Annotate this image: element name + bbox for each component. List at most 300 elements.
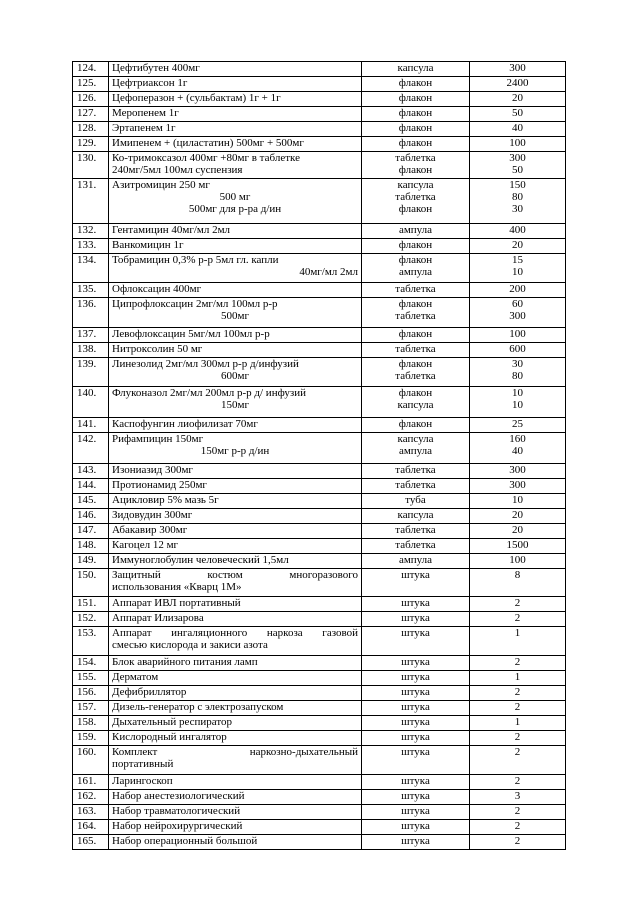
item-name-line: 150мг р-р д/ин [200, 445, 270, 457]
table-row [73, 479, 566, 494]
quantity-value: 100 [509, 554, 526, 566]
row-number: 152. [73, 612, 109, 627]
quantity-cell [470, 77, 566, 92]
item-name-cell [109, 686, 362, 701]
item-name-cell [109, 179, 362, 224]
unit-form: штука [401, 656, 430, 668]
row-number: 151. [73, 597, 109, 612]
item-name-cell [109, 77, 362, 92]
quantity-value: 1500 [506, 539, 529, 551]
table-row [73, 239, 566, 254]
quantity-cell [470, 92, 566, 107]
table-row [73, 805, 566, 820]
unit-form: штука [401, 775, 430, 787]
item-name-line: Тобрамицин 0,3% р-р 5мл гл. капли [112, 254, 279, 266]
unit-form: капсула [397, 62, 434, 74]
unit-form: штука [401, 731, 430, 743]
item-name-cell [109, 627, 362, 656]
quantity-cell [470, 387, 566, 418]
quantity-value: 15 [512, 254, 523, 266]
unit-form: ампула [398, 445, 433, 457]
quantity-cell [470, 254, 566, 283]
quantity-value: 2 [514, 835, 521, 847]
unit-form: штука [401, 701, 430, 713]
row-number: 164. [73, 820, 109, 835]
quantity-cell [470, 701, 566, 716]
quantity-cell [470, 539, 566, 554]
quantity-cell [470, 433, 566, 464]
quantity-cell [470, 805, 566, 820]
unit-form: штука [401, 716, 430, 728]
unit-form: таблетка [395, 539, 436, 551]
quantity-value: 2 [514, 656, 521, 668]
quantity-cell [470, 328, 566, 343]
unit-form: флакон [398, 122, 433, 134]
quantity-value: 20 [512, 509, 523, 521]
row-number: 158. [73, 716, 109, 731]
quantity-cell [470, 137, 566, 152]
item-name-line: Аппарат Илизарова [112, 612, 204, 624]
quantity-value: 2 [514, 731, 521, 743]
row-number: 135. [73, 283, 109, 298]
item-name-line: Зидовудин 300мг [112, 509, 193, 521]
unit-form: флакон [398, 107, 433, 119]
item-name-cell [109, 524, 362, 539]
quantity-cell [470, 298, 566, 328]
table-row [73, 283, 566, 298]
item-name-cell [109, 554, 362, 569]
quantity-value: 80 [512, 370, 523, 382]
row-number: 139. [73, 358, 109, 387]
unit-form: капсула [397, 509, 434, 521]
table-row [73, 152, 566, 179]
form-cell [362, 152, 470, 179]
table-row [73, 179, 566, 224]
item-name-line: Блок аварийного питания ламп [112, 656, 258, 668]
table-row [73, 835, 566, 850]
item-name-cell [109, 746, 362, 775]
table-row [73, 509, 566, 524]
item-name-line: Набор анестезиологический [112, 790, 245, 802]
quantity-cell [470, 835, 566, 850]
unit-form: флакон [398, 164, 433, 176]
unit-form: флакон [398, 387, 433, 399]
quantity-cell [470, 152, 566, 179]
table-row [73, 627, 566, 656]
quantity-cell [470, 554, 566, 569]
item-name-cell [109, 464, 362, 479]
quantity-cell [470, 569, 566, 597]
quantity-value: 2 [514, 746, 521, 758]
quantity-cell [470, 612, 566, 627]
quantity-cell [470, 820, 566, 835]
row-number: 148. [73, 539, 109, 554]
table-row [73, 464, 566, 479]
table-row [73, 790, 566, 805]
row-number: 132. [73, 224, 109, 239]
table-row [73, 612, 566, 627]
item-name-line: Цефоперазон + (сульбактам) 1г + 1г [112, 92, 281, 104]
quantity-value: 400 [509, 224, 526, 236]
quantity-value: 3 [514, 790, 521, 802]
quantity-cell [470, 746, 566, 775]
quantity-value: 200 [509, 283, 526, 295]
item-name-cell [109, 494, 362, 509]
item-name-cell [109, 612, 362, 627]
item-name-cell [109, 790, 362, 805]
item-name-cell [109, 358, 362, 387]
unit-form: флакон [398, 137, 433, 149]
row-number: 160. [73, 746, 109, 775]
unit-form: штука [401, 627, 430, 639]
quantity-cell [470, 479, 566, 494]
quantity-value: 30 [512, 203, 523, 215]
item-name-line: 40мг/мл 2мл [299, 266, 358, 278]
item-name-cell [109, 387, 362, 418]
table-row [73, 387, 566, 418]
unit-form: штука [401, 597, 430, 609]
row-number: 159. [73, 731, 109, 746]
quantity-value: 1 [514, 627, 521, 639]
quantity-value: 80 [512, 191, 523, 203]
form-cell [362, 835, 470, 850]
form-cell [362, 239, 470, 254]
unit-form: туба [405, 494, 426, 506]
form-cell [362, 107, 470, 122]
item-name-cell [109, 597, 362, 612]
form-cell [362, 283, 470, 298]
table-row [73, 77, 566, 92]
row-number: 149. [73, 554, 109, 569]
table-row [73, 92, 566, 107]
table-row [73, 358, 566, 387]
item-name-cell [109, 107, 362, 122]
item-name-line: Нитроксолин 50 мг [112, 343, 203, 355]
item-name-line: Дизель-генератор с электрозапуском [112, 701, 284, 713]
item-name-line: Каспофунгин лиофилизат 70мг [112, 418, 258, 430]
item-name-cell [109, 509, 362, 524]
row-number: 144. [73, 479, 109, 494]
item-name-line: Эртапенем 1г [112, 122, 176, 134]
unit-form: капсула [397, 433, 434, 445]
table-row [73, 328, 566, 343]
row-number: 143. [73, 464, 109, 479]
quantity-value: 8 [514, 569, 521, 581]
form-cell [362, 92, 470, 107]
item-name-line: Набор травматологический [112, 805, 241, 817]
quantity-value: 160 [509, 433, 526, 445]
table-row [73, 494, 566, 509]
row-number: 146. [73, 509, 109, 524]
item-name-line: 240мг/5мл 100мл суспензия [112, 164, 243, 176]
quantity-cell [470, 509, 566, 524]
item-name-cell [109, 671, 362, 686]
table-row [73, 524, 566, 539]
quantity-value: 2 [514, 612, 521, 624]
unit-form: таблетка [395, 310, 436, 322]
row-number: 156. [73, 686, 109, 701]
item-name-cell [109, 283, 362, 298]
row-number: 162. [73, 790, 109, 805]
table-row [73, 569, 566, 597]
form-cell [362, 554, 470, 569]
item-name-cell [109, 418, 362, 433]
quantity-value: 2400 [506, 77, 529, 89]
row-number: 129. [73, 137, 109, 152]
quantity-cell [470, 62, 566, 77]
table-row [73, 298, 566, 328]
quantity-cell [470, 107, 566, 122]
item-name-line: Меропенем 1г [112, 107, 179, 119]
unit-form: флакон [398, 254, 433, 266]
unit-form: флакон [398, 418, 433, 430]
form-cell [362, 701, 470, 716]
form-cell [362, 671, 470, 686]
item-name-cell [109, 239, 362, 254]
item-name-line: Протионамид 250мг [112, 479, 207, 491]
item-name-line: Ацикловир 5% мазь 5г [112, 494, 219, 506]
form-cell [362, 122, 470, 137]
item-name-line: 500мг для р-ра д/ин [188, 203, 282, 215]
quantity-value: 300 [509, 464, 526, 476]
form-cell [362, 820, 470, 835]
item-name-line: использования «Кварц 1М» [112, 581, 242, 593]
item-name-line: Иммуноглобулин человеческий 1,5мл [112, 554, 289, 566]
quantity-value: 100 [509, 328, 526, 340]
item-name-line: Рифампицин 150мг [112, 433, 204, 445]
row-number: 136. [73, 298, 109, 328]
quantity-value: 10 [512, 494, 523, 506]
form-cell [362, 77, 470, 92]
table-row [73, 224, 566, 239]
item-name-cell [109, 731, 362, 746]
unit-form: таблетка [395, 524, 436, 536]
form-cell [362, 224, 470, 239]
form-cell [362, 464, 470, 479]
unit-form: флакон [398, 203, 433, 215]
quantity-cell [470, 775, 566, 790]
row-number: 130. [73, 152, 109, 179]
unit-form: таблетка [395, 191, 436, 203]
unit-form: штука [401, 746, 430, 758]
quantity-value: 2 [514, 686, 521, 698]
item-name-cell [109, 479, 362, 494]
unit-form: таблетка [395, 343, 436, 355]
row-number: 150. [73, 569, 109, 597]
item-name-cell [109, 152, 362, 179]
unit-form: капсула [397, 179, 434, 191]
table-row [73, 137, 566, 152]
item-name-line: Дерматом [112, 671, 159, 683]
item-name-cell [109, 433, 362, 464]
form-cell [362, 746, 470, 775]
item-name-cell [109, 224, 362, 239]
item-name-line: Ко-тримоксазол 400мг +80мг в таблетке [112, 152, 300, 164]
form-cell [362, 254, 470, 283]
form-cell [362, 731, 470, 746]
unit-form: штука [401, 820, 430, 832]
item-name-line: 150мг [221, 399, 249, 411]
unit-form: флакон [398, 239, 433, 251]
form-cell [362, 418, 470, 433]
quantity-value: 60 [512, 298, 523, 310]
table-row [73, 731, 566, 746]
form-cell [362, 62, 470, 77]
unit-form: ампула [398, 266, 433, 278]
quantity-value: 50 [512, 107, 523, 119]
form-cell [362, 612, 470, 627]
quantity-value: 300 [509, 479, 526, 491]
quantity-cell [470, 179, 566, 224]
item-name-line: Защитный костюм многоразового [112, 569, 358, 581]
item-name-line: 600мг [221, 370, 249, 382]
table-row [73, 746, 566, 775]
row-number: 131. [73, 179, 109, 224]
table-row [73, 554, 566, 569]
table-row [73, 686, 566, 701]
unit-form: ампула [398, 554, 433, 566]
quantity-value: 300 [509, 62, 526, 74]
table-row [73, 254, 566, 283]
item-name-cell [109, 122, 362, 137]
item-name-line: Цефтибутен 400мг [112, 62, 200, 74]
item-name-cell [109, 254, 362, 283]
table-row [73, 701, 566, 716]
quantity-cell [470, 343, 566, 358]
quantity-cell [470, 224, 566, 239]
item-name-line: Изониазид 300мг [112, 464, 193, 476]
form-cell [362, 539, 470, 554]
unit-form: капсула [397, 399, 434, 411]
unit-form: флакон [398, 77, 433, 89]
row-number: 161. [73, 775, 109, 790]
quantity-cell [470, 358, 566, 387]
quantity-value: 600 [509, 343, 526, 355]
form-cell [362, 790, 470, 805]
row-number: 142. [73, 433, 109, 464]
row-number: 154. [73, 656, 109, 671]
quantity-value: 20 [512, 239, 523, 251]
form-cell [362, 716, 470, 731]
unit-form: штука [401, 671, 430, 683]
unit-form: штука [401, 686, 430, 698]
quantity-cell [470, 418, 566, 433]
quantity-cell [470, 656, 566, 671]
unit-form: флакон [398, 298, 433, 310]
table-row [73, 775, 566, 790]
row-number: 145. [73, 494, 109, 509]
item-name-line: Набор нейрохирургический [112, 820, 243, 832]
form-cell [362, 569, 470, 597]
quantity-value: 100 [509, 137, 526, 149]
unit-form: флакон [398, 328, 433, 340]
item-name-cell [109, 539, 362, 554]
item-name-cell [109, 656, 362, 671]
unit-form: штука [401, 612, 430, 624]
item-name-cell [109, 716, 362, 731]
table-row [73, 433, 566, 464]
quantity-value: 1 [514, 671, 521, 683]
form-cell [362, 433, 470, 464]
item-name-line: Аппарат ингаляционного наркоза газовой [112, 627, 358, 639]
row-number: 134. [73, 254, 109, 283]
item-name-line: Ванкомицин 1г [112, 239, 184, 251]
quantity-cell [470, 790, 566, 805]
unit-form: ампула [398, 224, 433, 236]
medication-table [72, 61, 566, 850]
item-name-cell [109, 805, 362, 820]
item-name-line: 500мг [221, 310, 249, 322]
quantity-value: 30 [512, 358, 523, 370]
item-name-cell [109, 92, 362, 107]
row-number: 153. [73, 627, 109, 656]
quantity-cell [470, 716, 566, 731]
row-number: 128. [73, 122, 109, 137]
item-name-cell [109, 62, 362, 77]
row-number: 138. [73, 343, 109, 358]
unit-form: флакон [398, 92, 433, 104]
quantity-value: 10 [512, 266, 523, 278]
quantity-cell [470, 283, 566, 298]
quantity-cell [470, 464, 566, 479]
table-row [73, 107, 566, 122]
table-row [73, 62, 566, 77]
quantity-value: 10 [512, 387, 523, 399]
quantity-cell [470, 686, 566, 701]
table-row [73, 820, 566, 835]
form-cell [362, 358, 470, 387]
table-row [73, 418, 566, 433]
form-cell [362, 494, 470, 509]
item-name-cell [109, 328, 362, 343]
form-cell [362, 656, 470, 671]
item-name-line: Кислородный ингалятор [112, 731, 227, 743]
row-number: 155. [73, 671, 109, 686]
item-name-line: Дыхательный респиратор [112, 716, 233, 728]
quantity-cell [470, 671, 566, 686]
item-name-line: Офлоксацин 400мг [112, 283, 202, 295]
item-name-line: Набор операционный большой [112, 835, 258, 847]
row-number: 165. [73, 835, 109, 850]
quantity-cell [470, 122, 566, 137]
item-name-cell [109, 820, 362, 835]
item-name-line: 500 мг [219, 191, 251, 203]
item-name-line: Имипенем + (циластатин) 500мг + 500мг [112, 137, 304, 149]
form-cell [362, 805, 470, 820]
quantity-cell [470, 239, 566, 254]
row-number: 124. [73, 62, 109, 77]
form-cell [362, 597, 470, 612]
quantity-cell [470, 731, 566, 746]
unit-form: таблетка [395, 283, 436, 295]
item-name-cell [109, 775, 362, 790]
item-name-line: Дефибриллятор [112, 686, 187, 698]
item-name-cell [109, 701, 362, 716]
item-name-line: Линезолид 2мг/мл 300мл р-р д/инфузий [112, 358, 299, 370]
quantity-value: 10 [512, 399, 523, 411]
quantity-value: 2 [514, 775, 521, 787]
quantity-value: 300 [509, 310, 526, 322]
quantity-value: 2 [514, 820, 521, 832]
row-number: 125. [73, 77, 109, 92]
item-name-cell [109, 569, 362, 597]
quantity-value: 2 [514, 701, 521, 713]
row-number: 141. [73, 418, 109, 433]
quantity-value: 20 [512, 524, 523, 536]
quantity-value: 25 [512, 418, 523, 430]
table-row [73, 343, 566, 358]
form-cell [362, 343, 470, 358]
